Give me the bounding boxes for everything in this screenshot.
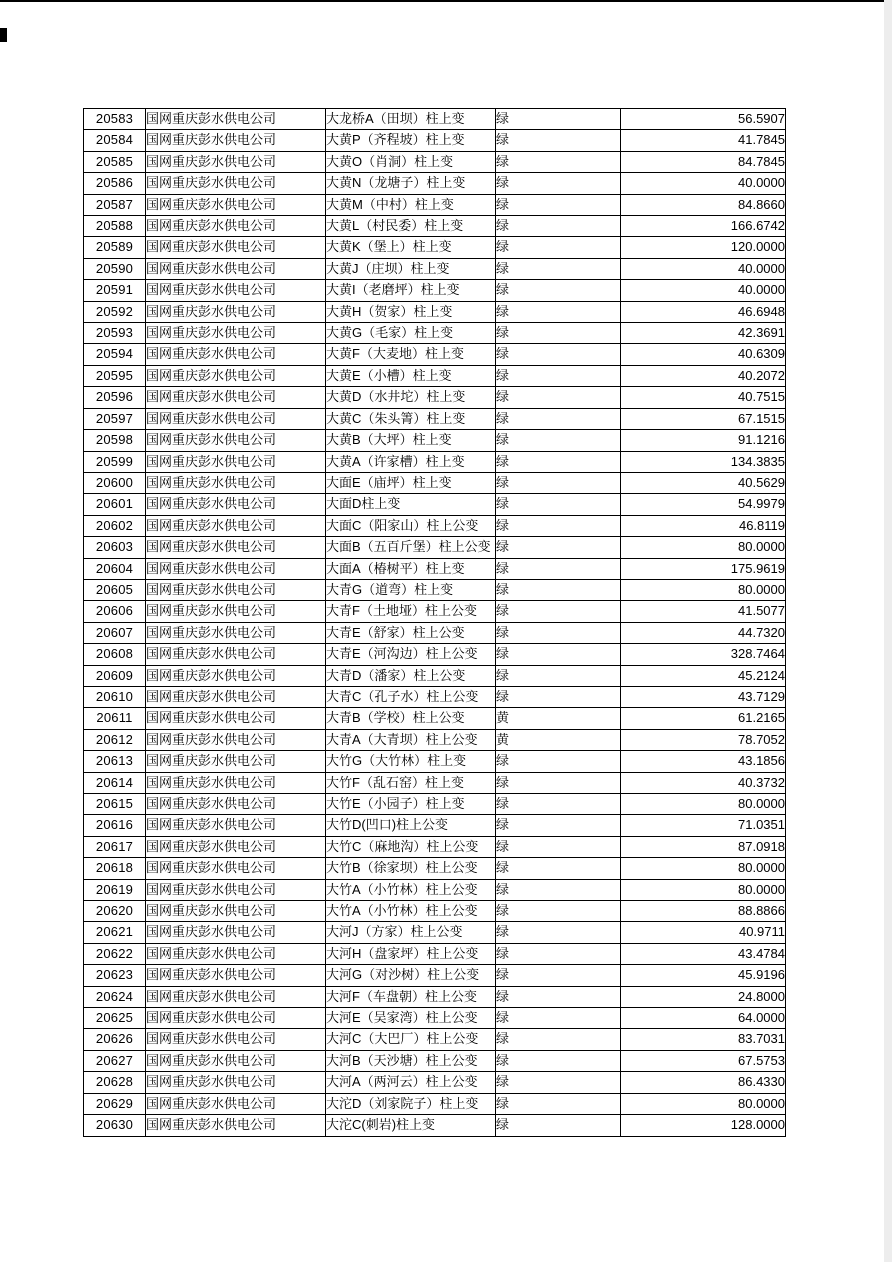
row-id-cell: 20603 xyxy=(84,537,146,558)
transformer-name-cell: 大青B（学校）柱上公变 xyxy=(326,708,496,729)
company-cell: 国网重庆彭水供电公司 xyxy=(146,130,326,151)
status-cell: 绿 xyxy=(496,772,621,793)
row-id-cell: 20615 xyxy=(84,794,146,815)
value-cell: 71.0351 xyxy=(621,815,786,836)
value-cell: 80.0000 xyxy=(621,879,786,900)
table-row xyxy=(84,579,786,600)
transformer-name-cell: 大面E（庙坪）柱上变 xyxy=(326,472,496,493)
table-row xyxy=(84,665,786,686)
value-cell: 40.7515 xyxy=(621,387,786,408)
company-cell: 国网重庆彭水供电公司 xyxy=(146,943,326,964)
row-id-cell: 20614 xyxy=(84,772,146,793)
table-row xyxy=(84,365,786,386)
transformer-name-cell: 大青C（孔子水）柱上公变 xyxy=(326,686,496,707)
row-id-cell: 20588 xyxy=(84,216,146,237)
table-row xyxy=(84,258,786,279)
company-cell: 国网重庆彭水供电公司 xyxy=(146,1115,326,1136)
company-cell: 国网重庆彭水供电公司 xyxy=(146,558,326,579)
row-id-cell: 20591 xyxy=(84,280,146,301)
transformer-name-cell: 大黄N（龙塘子）柱上变 xyxy=(326,173,496,194)
transformer-name-cell: 大河H（盘家坪）柱上公变 xyxy=(326,943,496,964)
transformer-name-cell: 大青F（土地垭）柱上公变 xyxy=(326,601,496,622)
top-border-line xyxy=(0,0,886,2)
value-cell: 54.9979 xyxy=(621,494,786,515)
transformer-name-cell: 大黄K（堡上）柱上变 xyxy=(326,237,496,258)
status-cell: 绿 xyxy=(496,344,621,365)
table-row xyxy=(84,237,786,258)
transformer-name-cell: 大黄G（毛家）柱上变 xyxy=(326,323,496,344)
table-row xyxy=(84,836,786,857)
company-cell: 国网重庆彭水供电公司 xyxy=(146,194,326,215)
value-cell: 128.0000 xyxy=(621,1115,786,1136)
value-cell: 87.0918 xyxy=(621,836,786,857)
status-cell: 绿 xyxy=(496,365,621,386)
value-cell: 40.0000 xyxy=(621,173,786,194)
table-row xyxy=(84,986,786,1007)
company-cell: 国网重庆彭水供电公司 xyxy=(146,986,326,1007)
row-id-cell: 20626 xyxy=(84,1029,146,1050)
row-id-cell: 20618 xyxy=(84,858,146,879)
transformer-name-cell: 大面C（阳家山）柱上公变 xyxy=(326,515,496,536)
row-id-cell: 20609 xyxy=(84,665,146,686)
status-cell: 绿 xyxy=(496,815,621,836)
transformer-name-cell: 大河B（天沙塘）柱上公变 xyxy=(326,1050,496,1071)
row-id-cell: 20602 xyxy=(84,515,146,536)
value-cell: 40.0000 xyxy=(621,280,786,301)
table-row xyxy=(84,151,786,172)
row-id-cell: 20625 xyxy=(84,1008,146,1029)
row-id-cell: 20611 xyxy=(84,708,146,729)
table-row xyxy=(84,922,786,943)
status-cell: 绿 xyxy=(496,558,621,579)
table-row xyxy=(84,173,786,194)
company-cell: 国网重庆彭水供电公司 xyxy=(146,579,326,600)
status-cell: 绿 xyxy=(496,109,621,130)
value-cell: 88.8866 xyxy=(621,901,786,922)
status-cell: 绿 xyxy=(496,1008,621,1029)
row-id-cell: 20619 xyxy=(84,879,146,900)
row-id-cell: 20599 xyxy=(84,451,146,472)
table-row xyxy=(84,1029,786,1050)
value-cell: 45.2124 xyxy=(621,665,786,686)
table-row xyxy=(84,472,786,493)
table-row xyxy=(84,751,786,772)
row-id-cell: 20606 xyxy=(84,601,146,622)
row-id-cell: 20593 xyxy=(84,323,146,344)
value-cell: 80.0000 xyxy=(621,1093,786,1114)
company-cell: 国网重庆彭水供电公司 xyxy=(146,430,326,451)
company-cell: 国网重庆彭水供电公司 xyxy=(146,1093,326,1114)
row-id-cell: 20595 xyxy=(84,365,146,386)
value-cell: 120.0000 xyxy=(621,237,786,258)
company-cell: 国网重庆彭水供电公司 xyxy=(146,451,326,472)
table-row xyxy=(84,408,786,429)
value-cell: 46.6948 xyxy=(621,301,786,322)
row-id-cell: 20610 xyxy=(84,686,146,707)
transformer-name-cell: 大黄J（庄坝）柱上变 xyxy=(326,258,496,279)
value-cell: 42.3691 xyxy=(621,323,786,344)
company-cell: 国网重庆彭水供电公司 xyxy=(146,323,326,344)
status-cell: 绿 xyxy=(496,901,621,922)
company-cell: 国网重庆彭水供电公司 xyxy=(146,751,326,772)
status-cell: 黄 xyxy=(496,729,621,750)
value-cell: 67.1515 xyxy=(621,408,786,429)
row-id-cell: 20623 xyxy=(84,965,146,986)
status-cell: 绿 xyxy=(496,515,621,536)
value-cell: 40.6309 xyxy=(621,344,786,365)
transformer-name-cell: 大黄I（老磨坪）柱上变 xyxy=(326,280,496,301)
row-id-cell: 20607 xyxy=(84,622,146,643)
value-cell: 86.4330 xyxy=(621,1072,786,1093)
company-cell: 国网重庆彭水供电公司 xyxy=(146,537,326,558)
table-row xyxy=(84,1093,786,1114)
row-id-cell: 20605 xyxy=(84,579,146,600)
row-id-cell: 20608 xyxy=(84,644,146,665)
row-id-cell: 20584 xyxy=(84,130,146,151)
status-cell: 绿 xyxy=(496,579,621,600)
row-id-cell: 20616 xyxy=(84,815,146,836)
status-cell: 绿 xyxy=(496,451,621,472)
value-cell: 40.3732 xyxy=(621,772,786,793)
value-cell: 64.0000 xyxy=(621,1008,786,1029)
company-cell: 国网重庆彭水供电公司 xyxy=(146,258,326,279)
company-cell: 国网重庆彭水供电公司 xyxy=(146,1008,326,1029)
status-cell: 绿 xyxy=(496,686,621,707)
row-id-cell: 20589 xyxy=(84,237,146,258)
status-cell: 绿 xyxy=(496,537,621,558)
company-cell: 国网重庆彭水供电公司 xyxy=(146,729,326,750)
value-cell: 41.5077 xyxy=(621,601,786,622)
row-id-cell: 20613 xyxy=(84,751,146,772)
table-row xyxy=(84,601,786,622)
transformer-name-cell: 大黄B（大坪）柱上变 xyxy=(326,430,496,451)
status-cell: 绿 xyxy=(496,665,621,686)
left-edge-mark xyxy=(0,28,7,42)
status-cell: 绿 xyxy=(496,1115,621,1136)
row-id-cell: 20604 xyxy=(84,558,146,579)
table-row xyxy=(84,772,786,793)
status-cell: 绿 xyxy=(496,943,621,964)
company-cell: 国网重庆彭水供电公司 xyxy=(146,922,326,943)
value-cell: 43.7129 xyxy=(621,686,786,707)
status-cell: 绿 xyxy=(496,237,621,258)
row-id-cell: 20598 xyxy=(84,430,146,451)
transformer-name-cell: 大沱D（刘家院子）柱上变 xyxy=(326,1093,496,1114)
row-id-cell: 20592 xyxy=(84,301,146,322)
page-edge-strip xyxy=(884,0,892,1262)
transformer-name-cell: 大竹C（麻地沟）柱上公变 xyxy=(326,836,496,857)
transformer-name-cell: 大青E（舒家）柱上公变 xyxy=(326,622,496,643)
value-cell: 80.0000 xyxy=(621,858,786,879)
status-cell: 绿 xyxy=(496,1072,621,1093)
transformer-name-cell: 大沱C(刺岩)柱上变 xyxy=(326,1115,496,1136)
value-cell: 46.8119 xyxy=(621,515,786,536)
company-cell: 国网重庆彭水供电公司 xyxy=(146,109,326,130)
company-cell: 国网重庆彭水供电公司 xyxy=(146,901,326,922)
status-cell: 绿 xyxy=(496,323,621,344)
company-cell: 国网重庆彭水供电公司 xyxy=(146,365,326,386)
table-row xyxy=(84,965,786,986)
row-id-cell: 20601 xyxy=(84,494,146,515)
table-row xyxy=(84,451,786,472)
status-cell: 绿 xyxy=(496,601,621,622)
status-cell: 绿 xyxy=(496,130,621,151)
transformer-name-cell: 大龙桥A（田坝）柱上变 xyxy=(326,109,496,130)
status-cell: 绿 xyxy=(496,258,621,279)
status-cell: 绿 xyxy=(496,858,621,879)
status-cell: 绿 xyxy=(496,751,621,772)
table-row xyxy=(84,194,786,215)
company-cell: 国网重庆彭水供电公司 xyxy=(146,472,326,493)
company-cell: 国网重庆彭水供电公司 xyxy=(146,665,326,686)
status-cell: 绿 xyxy=(496,836,621,857)
company-cell: 国网重庆彭水供电公司 xyxy=(146,494,326,515)
transformer-name-cell: 大青A（大青坝）柱上公变 xyxy=(326,729,496,750)
table-row xyxy=(84,794,786,815)
data-table xyxy=(83,108,786,1137)
status-cell: 绿 xyxy=(496,173,621,194)
transformer-name-cell: 大青D（潘家）柱上公变 xyxy=(326,665,496,686)
company-cell: 国网重庆彭水供电公司 xyxy=(146,708,326,729)
transformer-name-cell: 大河G（对沙树）柱上公变 xyxy=(326,965,496,986)
transformer-name-cell: 大青E（河沟边）柱上公变 xyxy=(326,644,496,665)
value-cell: 40.0000 xyxy=(621,258,786,279)
status-cell: 绿 xyxy=(496,301,621,322)
company-cell: 国网重庆彭水供电公司 xyxy=(146,1072,326,1093)
transformer-name-cell: 大黄P（齐程坡）柱上变 xyxy=(326,130,496,151)
value-cell: 41.7845 xyxy=(621,130,786,151)
company-cell: 国网重庆彭水供电公司 xyxy=(146,387,326,408)
transformer-name-cell: 大竹B（徐家坝）柱上公变 xyxy=(326,858,496,879)
table-row xyxy=(84,943,786,964)
row-id-cell: 20617 xyxy=(84,836,146,857)
company-cell: 国网重庆彭水供电公司 xyxy=(146,794,326,815)
row-id-cell: 20587 xyxy=(84,194,146,215)
transformer-name-cell: 大黄F（大麦地）柱上变 xyxy=(326,344,496,365)
transformer-name-cell: 大面A（椿树平）柱上变 xyxy=(326,558,496,579)
value-cell: 83.7031 xyxy=(621,1029,786,1050)
company-cell: 国网重庆彭水供电公司 xyxy=(146,515,326,536)
company-cell: 国网重庆彭水供电公司 xyxy=(146,344,326,365)
transformer-name-cell: 大黄L（村民委）柱上变 xyxy=(326,216,496,237)
table-row xyxy=(84,729,786,750)
transformer-name-cell: 大竹D(凹口)柱上公变 xyxy=(326,815,496,836)
table-row xyxy=(84,515,786,536)
value-cell: 328.7464 xyxy=(621,644,786,665)
status-cell: 绿 xyxy=(496,1093,621,1114)
value-cell: 80.0000 xyxy=(621,537,786,558)
transformer-name-cell: 大黄H（贺家）柱上变 xyxy=(326,301,496,322)
transformer-name-cell: 大黄C（朱头箐）柱上变 xyxy=(326,408,496,429)
transformer-name-cell: 大面D柱上变 xyxy=(326,494,496,515)
table-row xyxy=(84,130,786,151)
company-cell: 国网重庆彭水供电公司 xyxy=(146,216,326,237)
table-row xyxy=(84,494,786,515)
transformer-name-cell: 大河C（大巴厂）柱上公变 xyxy=(326,1029,496,1050)
table-row xyxy=(84,644,786,665)
status-cell: 绿 xyxy=(496,1050,621,1071)
status-cell: 绿 xyxy=(496,216,621,237)
status-cell: 绿 xyxy=(496,194,621,215)
value-cell: 67.5753 xyxy=(621,1050,786,1071)
row-id-cell: 20629 xyxy=(84,1093,146,1114)
value-cell: 40.9711 xyxy=(621,922,786,943)
company-cell: 国网重庆彭水供电公司 xyxy=(146,622,326,643)
company-cell: 国网重庆彭水供电公司 xyxy=(146,686,326,707)
status-cell: 绿 xyxy=(496,1029,621,1050)
status-cell: 绿 xyxy=(496,794,621,815)
table-row xyxy=(84,323,786,344)
company-cell: 国网重庆彭水供电公司 xyxy=(146,879,326,900)
company-cell: 国网重庆彭水供电公司 xyxy=(146,836,326,857)
table-row xyxy=(84,1050,786,1071)
company-cell: 国网重庆彭水供电公司 xyxy=(146,772,326,793)
table-row xyxy=(84,280,786,301)
transformer-name-cell: 大面B（五百斤堡）柱上公变 xyxy=(326,537,496,558)
value-cell: 40.2072 xyxy=(621,365,786,386)
value-cell: 84.7845 xyxy=(621,151,786,172)
value-cell: 80.0000 xyxy=(621,794,786,815)
transformer-name-cell: 大河F（车盘朝）柱上公变 xyxy=(326,986,496,1007)
status-cell: 绿 xyxy=(496,472,621,493)
table-row xyxy=(84,1008,786,1029)
table-row xyxy=(84,1072,786,1093)
value-cell: 175.9619 xyxy=(621,558,786,579)
status-cell: 绿 xyxy=(496,494,621,515)
transformer-name-cell: 大黄M（中村）柱上变 xyxy=(326,194,496,215)
value-cell: 134.3835 xyxy=(621,451,786,472)
table-row xyxy=(84,344,786,365)
table-row xyxy=(84,708,786,729)
status-cell: 绿 xyxy=(496,622,621,643)
transformer-name-cell: 大竹G（大竹林）柱上变 xyxy=(326,751,496,772)
status-cell: 绿 xyxy=(496,879,621,900)
transformer-name-cell: 大青G（道弯）柱上变 xyxy=(326,579,496,600)
value-cell: 43.1856 xyxy=(621,751,786,772)
status-cell: 绿 xyxy=(496,965,621,986)
table-row xyxy=(84,558,786,579)
value-cell: 84.8660 xyxy=(621,194,786,215)
company-cell: 国网重庆彭水供电公司 xyxy=(146,965,326,986)
value-cell: 24.8000 xyxy=(621,986,786,1007)
transformer-name-cell: 大黄A（许家槽）柱上变 xyxy=(326,451,496,472)
company-cell: 国网重庆彭水供电公司 xyxy=(146,408,326,429)
value-cell: 61.2165 xyxy=(621,708,786,729)
table-row xyxy=(84,686,786,707)
row-id-cell: 20583 xyxy=(84,109,146,130)
transformer-name-cell: 大竹A（小竹林）柱上公变 xyxy=(326,879,496,900)
value-cell: 91.1216 xyxy=(621,430,786,451)
table-row xyxy=(84,1115,786,1136)
transformer-name-cell: 大黄O（肖洞）柱上变 xyxy=(326,151,496,172)
row-id-cell: 20586 xyxy=(84,173,146,194)
status-cell: 黄 xyxy=(496,708,621,729)
table-row xyxy=(84,387,786,408)
company-cell: 国网重庆彭水供电公司 xyxy=(146,858,326,879)
status-cell: 绿 xyxy=(496,986,621,1007)
row-id-cell: 20585 xyxy=(84,151,146,172)
row-id-cell: 20621 xyxy=(84,922,146,943)
transformer-name-cell: 大竹F（乱石窑）柱上变 xyxy=(326,772,496,793)
value-cell: 45.9196 xyxy=(621,965,786,986)
table-row xyxy=(84,109,786,130)
table-row xyxy=(84,815,786,836)
row-id-cell: 20630 xyxy=(84,1115,146,1136)
company-cell: 国网重庆彭水供电公司 xyxy=(146,237,326,258)
company-cell: 国网重庆彭水供电公司 xyxy=(146,815,326,836)
table-row xyxy=(84,430,786,451)
company-cell: 国网重庆彭水供电公司 xyxy=(146,601,326,622)
value-cell: 40.5629 xyxy=(621,472,786,493)
row-id-cell: 20622 xyxy=(84,943,146,964)
company-cell: 国网重庆彭水供电公司 xyxy=(146,173,326,194)
status-cell: 绿 xyxy=(496,408,621,429)
row-id-cell: 20620 xyxy=(84,901,146,922)
company-cell: 国网重庆彭水供电公司 xyxy=(146,280,326,301)
row-id-cell: 20596 xyxy=(84,387,146,408)
row-id-cell: 20627 xyxy=(84,1050,146,1071)
table-row xyxy=(84,901,786,922)
transformer-name-cell: 大河E（吴家湾）柱上公变 xyxy=(326,1008,496,1029)
status-cell: 绿 xyxy=(496,387,621,408)
row-id-cell: 20600 xyxy=(84,472,146,493)
company-cell: 国网重庆彭水供电公司 xyxy=(146,151,326,172)
transformer-name-cell: 大竹A（小竹林）柱上公变 xyxy=(326,901,496,922)
status-cell: 绿 xyxy=(496,430,621,451)
value-cell: 43.4784 xyxy=(621,943,786,964)
value-cell: 80.0000 xyxy=(621,579,786,600)
table-body xyxy=(84,109,786,1137)
company-cell: 国网重庆彭水供电公司 xyxy=(146,1029,326,1050)
value-cell: 56.5907 xyxy=(621,109,786,130)
value-cell: 44.7320 xyxy=(621,622,786,643)
table-row xyxy=(84,858,786,879)
status-cell: 绿 xyxy=(496,644,621,665)
table-row xyxy=(84,879,786,900)
row-id-cell: 20594 xyxy=(84,344,146,365)
value-cell: 78.7052 xyxy=(621,729,786,750)
row-id-cell: 20612 xyxy=(84,729,146,750)
status-cell: 绿 xyxy=(496,280,621,301)
row-id-cell: 20628 xyxy=(84,1072,146,1093)
row-id-cell: 20590 xyxy=(84,258,146,279)
row-id-cell: 20597 xyxy=(84,408,146,429)
row-id-cell: 20624 xyxy=(84,986,146,1007)
company-cell: 国网重庆彭水供电公司 xyxy=(146,644,326,665)
company-cell: 国网重庆彭水供电公司 xyxy=(146,1050,326,1071)
transformer-name-cell: 大黄E（小槽）柱上变 xyxy=(326,365,496,386)
status-cell: 绿 xyxy=(496,151,621,172)
table-row xyxy=(84,216,786,237)
company-cell: 国网重庆彭水供电公司 xyxy=(146,301,326,322)
status-cell: 绿 xyxy=(496,922,621,943)
table-row xyxy=(84,622,786,643)
transformer-name-cell: 大河A（两河云）柱上公变 xyxy=(326,1072,496,1093)
transformer-name-cell: 大河J（方家）柱上公变 xyxy=(326,922,496,943)
transformer-name-cell: 大黄D（水井坨）柱上变 xyxy=(326,387,496,408)
table-row xyxy=(84,301,786,322)
value-cell: 166.6742 xyxy=(621,216,786,237)
transformer-name-cell: 大竹E（小园子）柱上变 xyxy=(326,794,496,815)
table-row xyxy=(84,537,786,558)
